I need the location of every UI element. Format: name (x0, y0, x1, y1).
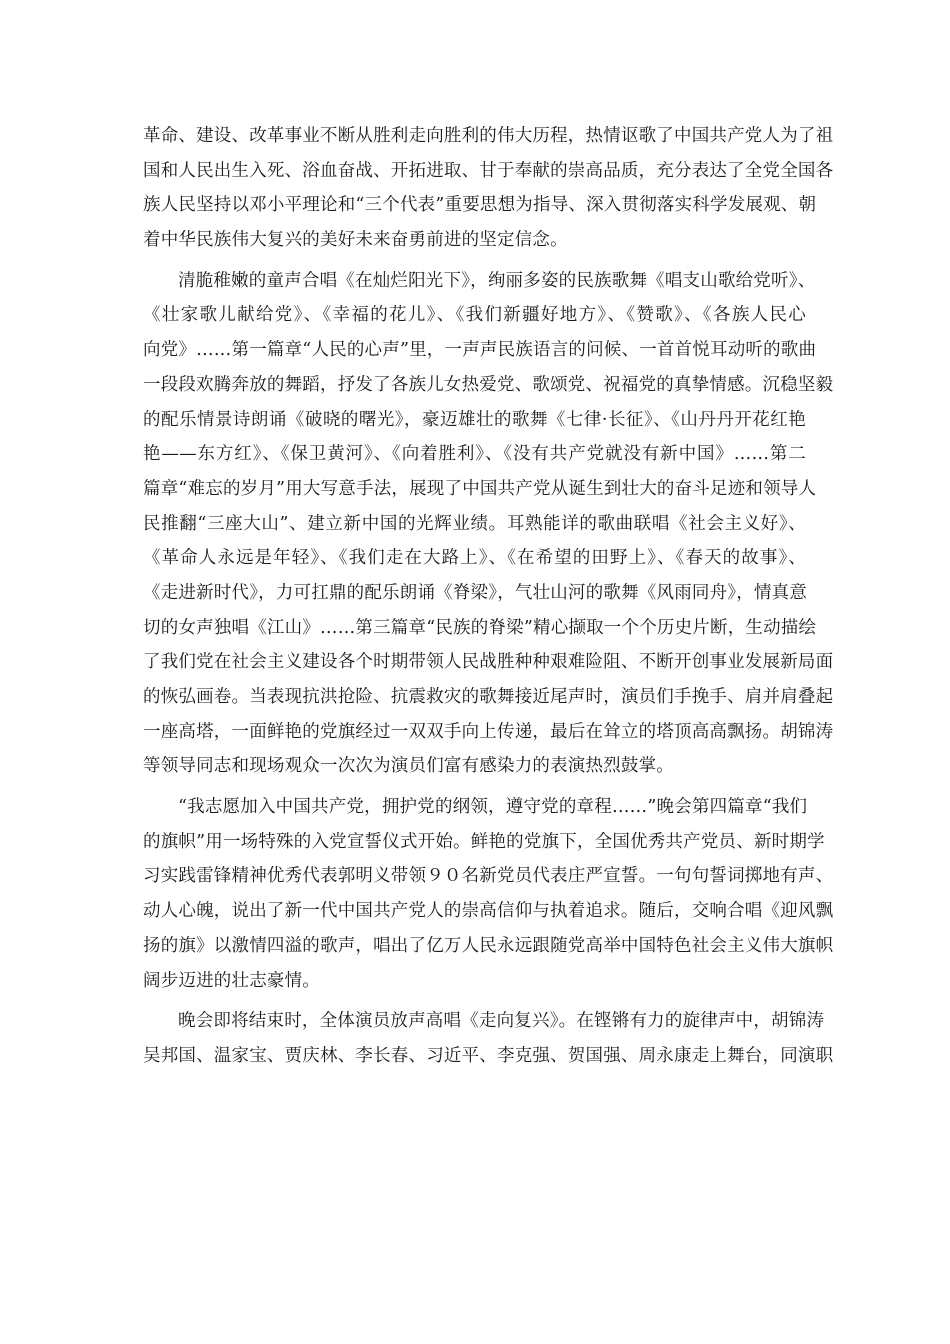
text-line: 的旗帜”用一场特殊的入党宣誓仪式开始。鲜艳的党旗下，全国优秀共产党员、新时期学 (143, 831, 825, 852)
text-line: 一段段欢腾奔放的舞蹈，抒发了各族儿女热爱党、歌颂党、祝福党的真挚情感。沉稳坚毅 (143, 374, 834, 395)
text-line: “我志愿加入中国共产党，拥护党的纲领，遵守党的章程……”晚会第四篇章“我们 (178, 797, 808, 818)
document-body (143, 119, 834, 1074)
text-line: 动人心魄，说出了新一代中国共产党人的崇高信仰与执着追求。随后，交响合唱《迎风飘 (143, 901, 834, 922)
text-line: 国和人民出生入死、浴血奋战、开拓进取、甘于奉献的崇高品质，充分表达了全党全国各 (143, 160, 834, 181)
text-line: 了我们党在社会主义建设各个时期带领人民战胜种种艰难险阻、不断开创事业发展新局面 (143, 652, 834, 673)
text-line: 着中华民族伟大复兴的美好未来奋勇前进的坚定信念。 (143, 230, 568, 251)
text-line: 民推翻“三座大山”、建立新中国的光辉业绩。耳熟能详的歌曲联唱《社会主义好》、 (143, 513, 806, 534)
text-line: 晚会即将结束时，全体演员放声高唱《走向复兴》。在铿锵有力的旋律声中，胡锦涛 (178, 1011, 825, 1032)
text-line: 清脆稚嫩的童声合唱《在灿烂阳光下》，绚丽多姿的民族歌舞《唱支山歌给党听》、 (178, 270, 816, 291)
text-line: 切的女声独唱《江山》……第三篇章“民族的脊梁”精心撷取一个个历史片断，生动描绘 (143, 617, 817, 638)
text-line: 阔步迈进的壮志豪情。 (143, 970, 320, 991)
text-line: 革命、建设、改革事业不断从胜利走向胜利的伟大历程，热情讴歌了中国共产党人为了祖 (143, 126, 834, 146)
text-line: 《走进新时代》，力可扛鼎的配乐朗诵《脊梁》，气壮山河的歌舞《风雨同舟》，情真意 (143, 582, 808, 603)
text-line: 吴邦国、温家宝、贾庆林、李长春、习近平、李克强、贺国强、周永康走上舞台，同演职 (143, 1045, 834, 1066)
text-line: 艳——东方红》、《保卫黄河》、《向着胜利》、《没有共产党就没有新中国》……第二 (143, 444, 806, 465)
text-line: 族人民坚持以邓小平理论和“三个代表”重要思想为指导、深入贯彻落实科学发展观、朝 (143, 195, 817, 216)
paragraph (143, 264, 834, 784)
text-line: 《壮家歌儿献给党》、《幸福的花儿》、《我们新疆好地方》、《赞歌》、《各族人民心 (143, 305, 806, 326)
text-line: 《革命人永远是年轻》、《我们走在大路上》、《在希望的田野上》、《春天的故事》、 (143, 548, 806, 569)
text-line: 扬的旗》以激情四溢的歌声，唱出了亿万人民永远跟随党高举中国特色社会主义伟大旗帜 (143, 935, 834, 956)
text-line: 习实践雷锋精神优秀代表郭明义带领９０名新党员代表庄严宣誓。一句句誓词掷地有声、 (143, 866, 834, 887)
text-line: 的恢弘画卷。当表现抗洪抢险、抗震救灾的歌舞接近尾声时，演员们手挽手、肩并肩叠起 (143, 687, 834, 707)
text-line: 的配乐情景诗朗诵《破晓的曙光》，豪迈雄壮的歌舞《七律·长征》、《山丹丹开花红艳 (143, 409, 806, 430)
text-line: 篇章“难忘的岁月”用大写意手法，展现了中国共产党从诞生到壮大的奋斗足迹和领导人 (143, 478, 817, 499)
paragraph (143, 1004, 834, 1073)
text-line: 向党》……第一篇章“人民的心声”里，一声声民族语言的问候、一首首悦耳动听的歌曲 (143, 340, 817, 361)
paragraph (143, 790, 834, 998)
paragraph (143, 119, 834, 258)
text-line: 一座高塔，一面鲜艳的党旗经过一双双手向上传递，最后在耸立的塔顶高高飘扬。胡锦涛 (143, 721, 834, 742)
text-line: 等领导同志和现场观众一次次为演员们富有感染力的表演热烈鼓掌。 (143, 756, 674, 777)
